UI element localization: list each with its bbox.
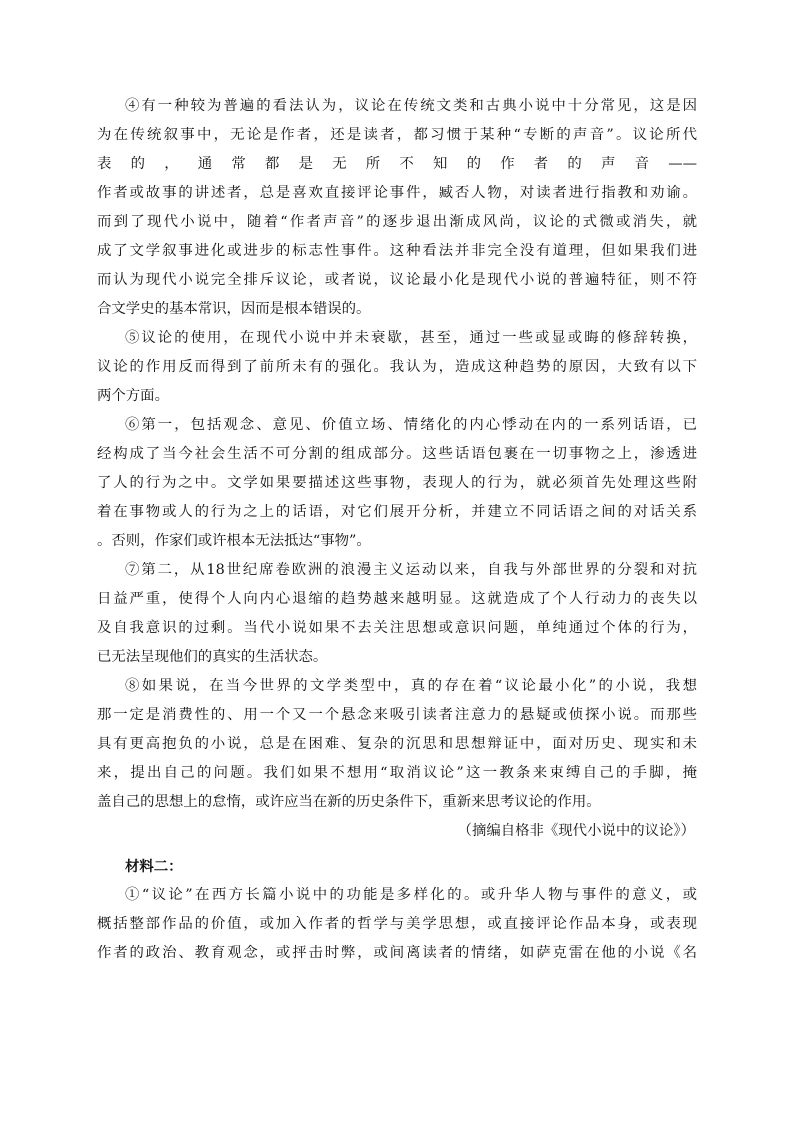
paragraph-5 — [97, 324, 697, 411]
text-line: 经构成了当今社会生活不可分割的组成部分。这些话语包裹在一切事物之上，渗透进 — [97, 446, 697, 462]
text-line: 为在传统叙事中，无论是作者，还是读者，都习惯于某种“专断的声音”。议论所代 — [97, 127, 697, 143]
text-line: 来，提出自己的问题。我们如果不想用“取消议论”这一教条来束缚自己的手脚，掩 — [97, 765, 697, 781]
source-citation: （摘编自格非《现代小说中的议论》） — [457, 823, 695, 839]
text-line: 已无法呈现他们的真实的生活状态。 — [97, 649, 328, 665]
text-line: ⑤议论的使用，在现代小说中并未衰歇，甚至，通过一些或显或晦的修辞转换， — [125, 330, 697, 346]
text-line: ⑦第二，从18世纪席卷欧洲的浪漫主义运动以来，自我与外部世界的分裂和对抗 — [125, 562, 697, 578]
text-line: 作者或故事的讲述者，总是喜欢直接评论事件，臧否人物，对读者进行指教和劝谕。 — [97, 185, 697, 201]
text-line: 那一定是消费性的、用一个又一个悬念来吸引读者注意力的悬疑或侦探小说。而那些 — [97, 707, 697, 723]
text-line: 着在事物或人的行为之上的话语，对它们展开分析，并建立不同话语之间的对话关系 — [97, 504, 697, 520]
paragraph-7 — [97, 556, 697, 672]
text-line: 两个方面。 — [97, 388, 169, 404]
text-line: 日益严重，使得个人向内心退缩的趋势越来越明显。这就造成了个人行动力的丧失以 — [97, 591, 697, 607]
paragraph-4 — [97, 92, 697, 324]
text-line: ④有一种较为普遍的看法认为，议论在传统文类和古典小说中十分常见，这是因 — [125, 98, 697, 114]
material-two-paragraph-1 — [97, 881, 697, 968]
text-line: 而认为现代小说完全排斥议论，或者说，议论最小化是现代小说的普遍特征，则不符 — [97, 272, 697, 288]
text-line: 具有更高抱负的小说，总是在困难、复杂的沉思和思想辩证中，面对历史、现实和未 — [97, 736, 697, 752]
text-line: 。否则，作家们或许根本无法抵达“事物”。 — [97, 533, 371, 549]
text-line: 成了文学叙事进化或进步的标志性事件。这种看法并非完全没有道理，但如果我们进 — [97, 243, 697, 259]
text-line: 而到了现代小说中，随着“作者声音”的逐步退出渐成风尚，议论的式微或消失，就 — [97, 214, 697, 230]
text-line: ⑧如果说，在当今世界的文学类型中，真的存在着“议论最小化”的小说，我想 — [125, 678, 697, 694]
text-line: 概括整部作品的价值，或加入作者的哲学与美学思想，或直接评论作品本身，或表现 — [97, 916, 697, 932]
text-line: 盖自己的思想上的怠惰，或许应当在新的历史条件下，重新来思考议论的作用。 — [97, 794, 601, 810]
text-line: ①“议论”在西方长篇小说中的功能是多样化的。或升华人物与事件的意义，或 — [125, 887, 697, 903]
text-line: 表的，通常都是无所不知的作者的声音—— — [97, 156, 697, 172]
text-line: 议论的作用反而得到了前所未有的强化。我认为，造成这种趋势的原因，大致有以下 — [97, 359, 697, 375]
text-line: 合文学史的基本常识，因而是根本错误的。 — [97, 301, 371, 317]
text-line: ⑥第一，包括观念、意见、价值立场、情绪化的内心悸动在内的一系列话语，已 — [125, 417, 697, 433]
paragraph-6 — [97, 411, 697, 556]
text-line: 了人的行为之中。文学如果要描述这些事物，表现人的行为，就必须首先处理这些附 — [97, 475, 697, 491]
section-heading: 材料二： — [125, 858, 183, 875]
text-line: 及自我意识的过剩。当代小说如果不去关注思想或意识问题，单纯通过个体的行为， — [97, 620, 697, 636]
paragraph-8 — [97, 672, 697, 817]
document-page — [97, 92, 697, 968]
text-line: 作者的政治、教育观念，或抨击时弊，或间离读者的情绪，如萨克雷在他的小说《名 — [97, 945, 697, 961]
